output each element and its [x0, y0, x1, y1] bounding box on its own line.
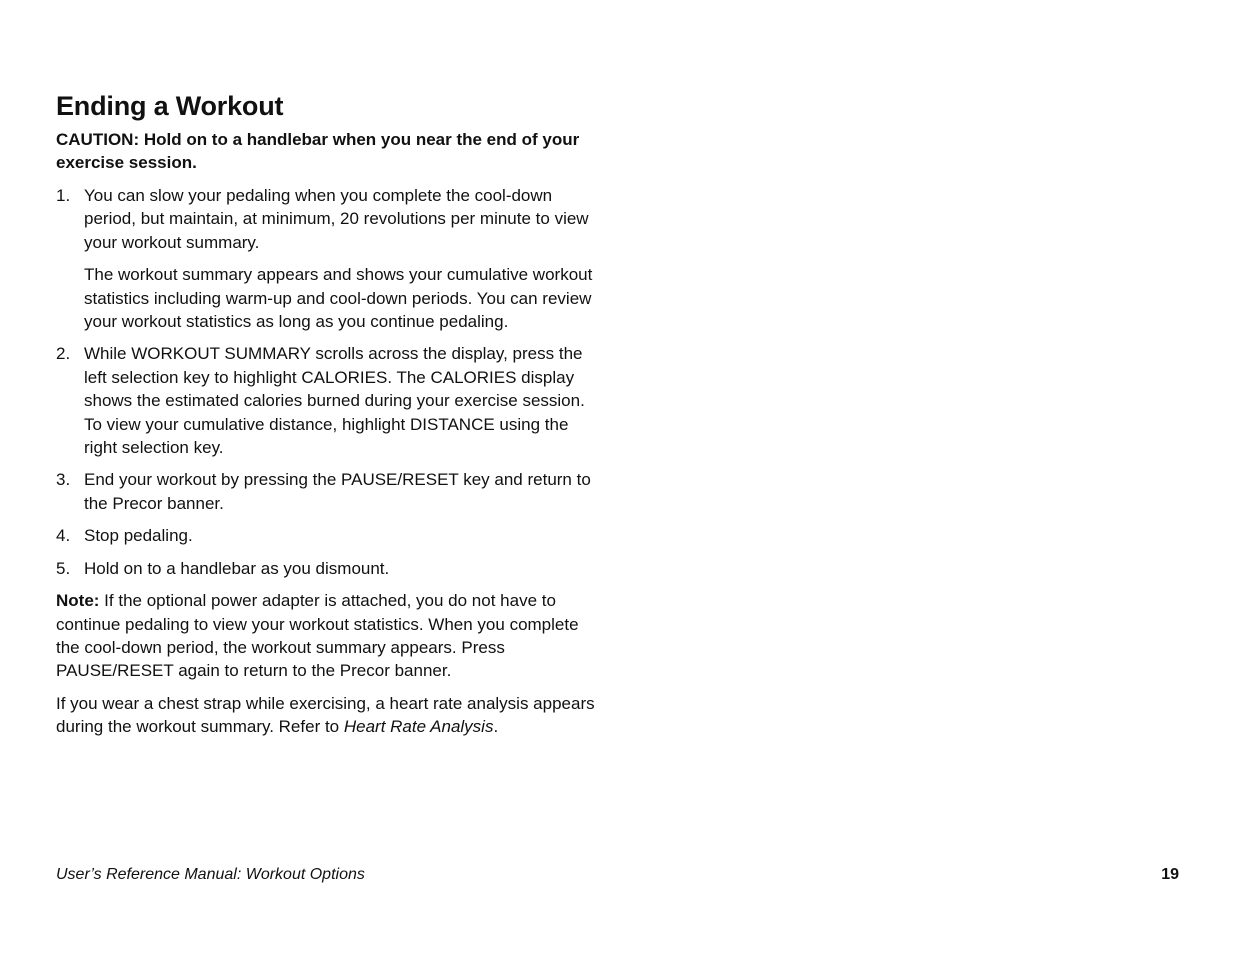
- note-paragraph: [56, 589, 596, 683]
- step-subtext: The workout summary appears and shows your cumulative workout statistics including warm-up and cool-down periods. You can review your workout statistics as long as you continue pedaling.: [84, 265, 593, 332]
- step-number: 2.: [56, 344, 71, 364]
- note-text: If the optional power adapter is attached, you do not have to continue pedaling to view your workout statistics. When you complete the cool-down period, the workout summary appears. Press PAUSE/RESET again to return to the Precor banner.: [56, 591, 579, 681]
- step-text: Stop pedaling.: [84, 526, 193, 546]
- page-number: 19: [1161, 866, 1179, 883]
- step-item: [56, 468, 596, 515]
- step-text: Hold on to a handlebar as you dismount.: [84, 558, 390, 578]
- step-item: [56, 557, 596, 580]
- step-number: 4.: [56, 526, 71, 546]
- chest-strap-text: If you wear a chest strap while exercising, a heart rate analysis appears during the workout summary. Refer to: [56, 693, 595, 737]
- step-text: End your workout by pressing the PAUSE/RESET key and return to the Precor banner.: [84, 470, 591, 513]
- step-text: While WORKOUT SUMMARY scrolls across the display, press the left selection key to highlight CALORIES. The CALORIES display shows the estimated calories burned during your exercise session. To view your cumulative distance, highlight DISTANCE using the right selection key.: [84, 344, 585, 458]
- caution-text: CAUTION: Hold on to a handlebar when you near the end of your exercise session.: [56, 130, 580, 172]
- footer-manual-title: User’s Reference Manual: Workout Options: [56, 866, 365, 883]
- chest-strap-paragraph: [56, 692, 596, 739]
- step-item: [56, 184, 596, 333]
- chest-strap-end: .: [493, 717, 499, 737]
- section-title: Ending a Workout: [56, 91, 284, 121]
- step-number: 5.: [56, 558, 71, 578]
- document-content: [56, 88, 596, 748]
- step-number: 3.: [56, 470, 71, 490]
- heart-rate-analysis-reference: Heart Rate Analysis: [343, 717, 494, 737]
- step-item: [56, 342, 596, 459]
- step-number: 1.: [56, 186, 71, 205]
- note-label: Note:: [56, 591, 100, 611]
- step-text: You can slow your pedaling when you complete the cool-down period, but maintain, at minimum, 20 revolutions per minute to view your workout summary.: [84, 186, 589, 252]
- step-item: [56, 524, 596, 547]
- steps-list: [56, 184, 596, 580]
